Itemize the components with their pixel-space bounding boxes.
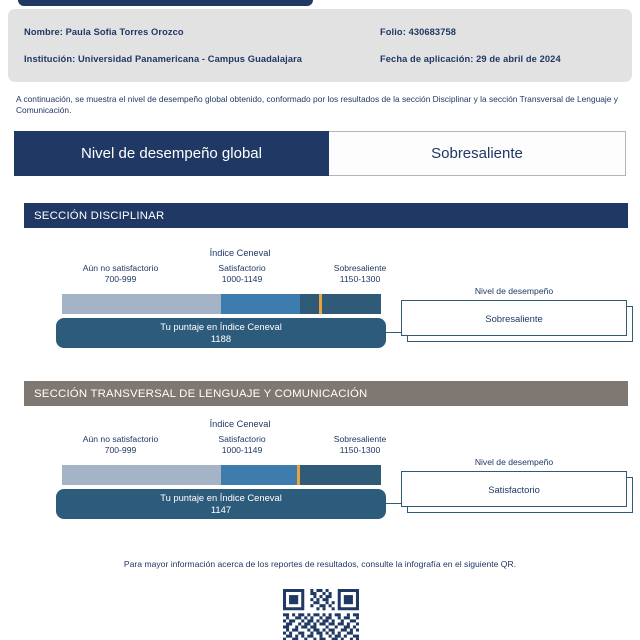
footer-note: Para mayor información acerca de los reportes de resultados, consulte la infografía en el siguiente QR. <box>123 559 517 569</box>
student-info-panel <box>8 9 632 82</box>
category-range-low: 700-999 <box>104 274 137 284</box>
score-pill-label: Tu puntaje en Índice Ceneval <box>160 492 282 503</box>
score-pill <box>56 489 386 519</box>
qr-code-icon <box>283 589 359 640</box>
scale-segment-high <box>300 294 381 314</box>
scale-segment-mid <box>221 465 297 485</box>
folio-number: Folio: 430683758 <box>380 27 457 37</box>
category-range-low: 700-999 <box>104 445 137 455</box>
category-range-high: 1150-1300 <box>339 274 381 284</box>
global-performance-value: Sobresaliente <box>329 131 626 176</box>
score-scale-bar <box>62 294 381 314</box>
pill-to-result-connector <box>386 332 402 333</box>
scale-segment-mid <box>221 294 300 314</box>
score-pill-value: 1188 <box>210 333 232 344</box>
score-scale-bar <box>62 465 381 485</box>
scale-segment-low <box>62 465 221 485</box>
score-pill-label: Tu puntaje en Índice Ceneval <box>160 321 282 332</box>
category-range-mid: 1000-1149 <box>221 445 263 455</box>
intro-paragraph: A continuación, se muestra el nivel de desempeño global obtenido, conformado por los resultados de la sección Disciplinar y la sección Transversal de Lenguaje y Comunicación. <box>16 94 618 115</box>
category-label-high <box>305 263 415 285</box>
category-name-low: Aún no satisfactorio <box>82 263 159 273</box>
category-name-mid: Satisfactorio <box>218 263 266 273</box>
category-label-low <box>48 263 193 285</box>
global-performance-label: Nivel de desempeño global <box>14 131 329 176</box>
category-label-high <box>305 434 415 456</box>
chart-axis-title: Índice Ceneval <box>209 248 271 258</box>
category-range-mid: 1000-1149 <box>221 274 263 284</box>
category-label-mid <box>183 434 301 456</box>
score-pill <box>56 318 386 348</box>
category-name-high: Sobresaliente <box>333 434 387 444</box>
student-name: Nombre: Paula Sofia Torres Orozco <box>24 27 184 37</box>
score-pill-value: 1147 <box>210 504 232 515</box>
scale-segment-low <box>62 294 221 314</box>
section-header-disciplinar: SECCIÓN DISCIPLINAR <box>24 203 628 228</box>
category-range-high: 1150-1300 <box>339 445 381 455</box>
section-header-transversal: SECCIÓN TRANSVERSAL DE LENGUAJE Y COMUNICACIÓN <box>24 381 628 406</box>
scale-segment-high <box>297 465 381 485</box>
category-name-high: Sobresaliente <box>333 263 387 273</box>
category-name-low: Aún no satisfactorio <box>82 434 159 444</box>
result-box-title: Nivel de desempeño <box>474 286 554 296</box>
chart-axis-title: Índice Ceneval <box>209 419 271 429</box>
score-marker <box>297 465 300 485</box>
category-name-mid: Satisfactorio <box>218 434 266 444</box>
result-box-value: Sobresaliente <box>401 300 627 336</box>
result-box-title: Nivel de desempeño <box>474 457 554 467</box>
pill-to-result-connector <box>386 503 402 504</box>
category-label-low <box>48 434 193 456</box>
top-navy-banner <box>18 0 313 6</box>
score-marker <box>319 294 322 314</box>
global-performance-row <box>14 131 626 176</box>
institution-name: Institución: Universidad Panamericana - Campus Guadalajara <box>24 54 303 64</box>
category-label-mid <box>183 263 301 285</box>
result-box-value: Satisfactorio <box>401 471 627 507</box>
application-date: Fecha de aplicación: 29 de abril de 2024 <box>380 54 561 64</box>
